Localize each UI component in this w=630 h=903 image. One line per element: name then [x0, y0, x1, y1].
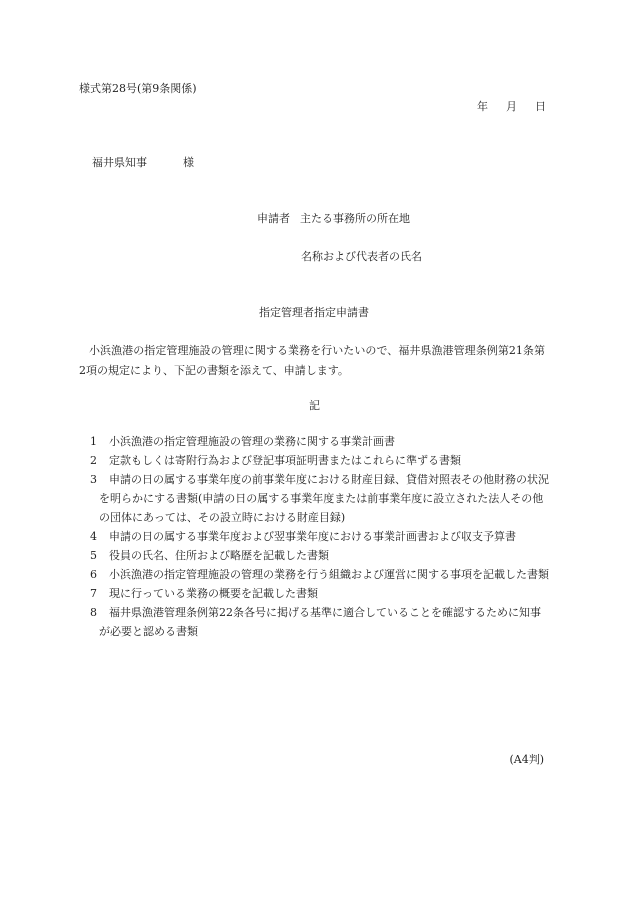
document-title: 指定管理者指定申請書 — [259, 306, 369, 319]
list-item-text: 申請の日の属する事業年度の前事業年度における財産目録、貸借対照表その他財務の状況を明らかにする書類(申請の日の属する事業年度または前事業年度に設立された法人その他の団体にあっては、その設立時における財産目録) — [99, 473, 549, 524]
applicant-name-representative: 名称および代表者の氏名 — [301, 250, 422, 263]
addressee — [92, 155, 194, 170]
addressee-title: 福井県知事 — [92, 156, 147, 169]
list-item — [79, 451, 549, 470]
body-text: 小浜漁港の指定管理施設の管理に関する業務を行いたいので、福井県漁港管理条例第21条第2項の規定により、下記の書類を添えて、申請します。 — [79, 344, 545, 377]
date-month-label: 月 — [506, 100, 517, 113]
list-item — [79, 527, 549, 546]
attachment-list — [79, 432, 549, 641]
applicant-label: 申請者 — [257, 212, 290, 225]
list-item — [79, 565, 549, 584]
list-item — [79, 603, 549, 641]
list-item-text: 小浜漁港の指定管理施設の管理の業務に関する事業計画書 — [109, 435, 395, 448]
applicant-line — [257, 211, 410, 226]
applicant-office-location: 主たる事務所の所在地 — [300, 212, 410, 225]
list-item — [79, 584, 549, 603]
list-item-number: 2 — [90, 454, 97, 467]
list-item-text: 申請の日の属する事業年度および翌事業年度における事業計画書および収支予算書 — [109, 530, 516, 543]
list-item-text: 小浜漁港の指定管理施設の管理の業務を行う組織および運営に関する事項を記載した書類 — [109, 568, 549, 581]
list-item-number: 7 — [90, 587, 97, 600]
list-item-number: 5 — [90, 549, 97, 562]
ki-heading: 記 — [309, 399, 320, 412]
list-item-number: 8 — [90, 606, 97, 619]
list-item-number: 6 — [90, 568, 97, 581]
paper-size-note: (A4判) — [509, 753, 544, 766]
addressee-honorific: 様 — [183, 156, 194, 169]
list-item — [79, 546, 549, 565]
list-item-text: 福井県漁港管理条例第22条各号に掲げる基準に適合していることを確認するために知事が必要と認める書類 — [99, 606, 541, 638]
list-item-text: 定款もしくは寄附行為および登記事項証明書またはこれらに準ずる書類 — [109, 454, 461, 467]
date-year-label: 年 — [477, 100, 488, 113]
date-line — [477, 99, 546, 114]
list-item — [79, 432, 549, 451]
list-item-text: 役員の氏名、住所および略歴を記載した書類 — [109, 549, 329, 562]
list-item-number: 3 — [90, 473, 97, 486]
form-number: 様式第28号(第9条関係) — [79, 82, 197, 95]
list-item-text: 現に行っている業務の概要を記載した書類 — [109, 587, 318, 600]
list-item-number: 1 — [90, 435, 97, 448]
date-day-label: 日 — [535, 100, 546, 113]
list-item — [79, 470, 549, 527]
list-item-number: 4 — [90, 530, 97, 543]
